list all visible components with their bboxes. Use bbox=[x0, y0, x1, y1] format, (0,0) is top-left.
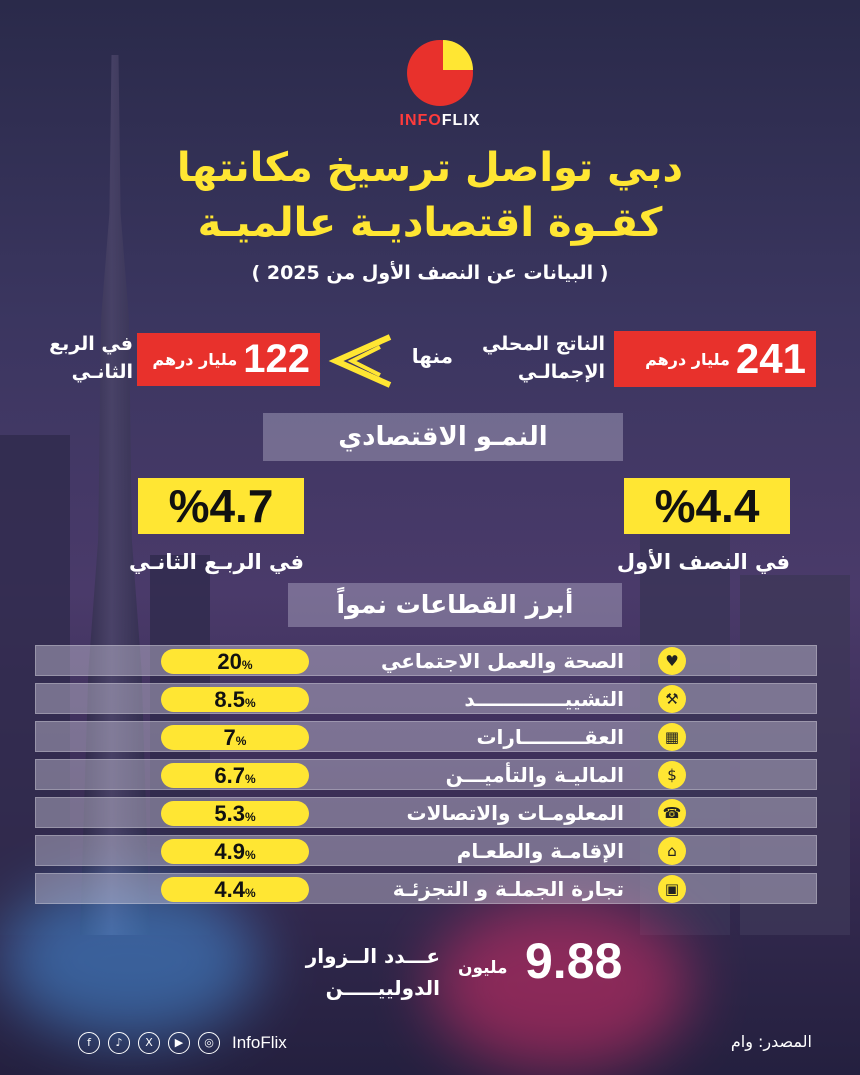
percent-sign: % bbox=[244, 848, 256, 862]
growth-q2-value: %4.7 bbox=[138, 478, 304, 534]
growth-q2-label: في الربـع الثانـي bbox=[128, 550, 304, 574]
sector-value-pill bbox=[161, 801, 309, 826]
sector-value-pill bbox=[161, 687, 309, 712]
sector-row bbox=[35, 645, 817, 676]
visitors-label-line-2: الدولييـــــن bbox=[325, 976, 440, 1000]
social-links bbox=[78, 1032, 287, 1054]
brand-name bbox=[380, 112, 500, 130]
gdp-label-line-1: الناتج المحلي bbox=[481, 333, 605, 355]
light-decoration bbox=[0, 880, 260, 1040]
instagram-icon[interactable]: ◎ bbox=[198, 1032, 220, 1054]
pie-logo-icon bbox=[405, 38, 475, 108]
brand-part-flix: FLIX bbox=[441, 112, 481, 129]
health-icon: ♥ bbox=[658, 647, 686, 675]
sector-value-pill bbox=[161, 725, 309, 750]
visitors-label bbox=[240, 940, 440, 1004]
brand-part-info: INFO bbox=[399, 112, 442, 129]
percent-sign: % bbox=[244, 772, 256, 786]
visitors-unit: مليون bbox=[458, 958, 508, 978]
sector-label: التشييـــــــــــــد bbox=[464, 687, 624, 711]
sector-row bbox=[35, 835, 817, 866]
sector-value: 6.7 bbox=[214, 763, 245, 788]
gdp-q2-box bbox=[137, 333, 320, 386]
chevron-left-icon bbox=[328, 333, 394, 389]
sectors-heading: أبرز القطاعات نمواً bbox=[288, 583, 622, 627]
hospitality-icon: ⌂ bbox=[658, 837, 686, 865]
gdp-q2-unit: مليار درهم bbox=[152, 350, 238, 369]
gdp-total-value: 241 bbox=[735, 335, 806, 382]
growth-h1-label: في النصف الأول bbox=[616, 550, 790, 574]
sector-label: الماليـة والتأميـــن bbox=[445, 763, 624, 787]
growth-heading: النمـو الاقتصادي bbox=[263, 413, 623, 461]
x-icon[interactable]: X bbox=[138, 1032, 160, 1054]
sector-value-pill bbox=[161, 649, 309, 674]
sector-value: 4.9 bbox=[214, 839, 245, 864]
percent-sign: % bbox=[244, 886, 256, 900]
subtitle: ( البيانات عن النصف الأول من 2025 ) bbox=[251, 262, 609, 284]
sector-value-pill bbox=[161, 763, 309, 788]
facebook-icon[interactable]: f bbox=[78, 1032, 100, 1054]
sector-row bbox=[35, 797, 817, 828]
youtube-icon[interactable]: ▶ bbox=[168, 1032, 190, 1054]
sector-value: 4.4 bbox=[214, 877, 245, 902]
sector-value: 7 bbox=[223, 725, 236, 750]
sector-row bbox=[35, 721, 817, 752]
trade-icon: ▣ bbox=[658, 875, 686, 903]
gdp-q2-label-line-1: في الربع bbox=[49, 333, 133, 355]
sector-value-pill bbox=[161, 877, 309, 902]
gdp-q2-label bbox=[30, 330, 133, 386]
title-line-1: دبي تواصل ترسيخ مكانتها bbox=[176, 145, 684, 191]
finance-icon: $ bbox=[658, 761, 686, 789]
visitors-label-line-1: عـــدد الــزوار bbox=[305, 944, 440, 968]
source-credit: المصدر: وام bbox=[730, 1032, 812, 1051]
tiktok-icon[interactable]: ♪ bbox=[108, 1032, 130, 1054]
percent-sign: % bbox=[244, 696, 256, 710]
sector-value: 20 bbox=[217, 649, 242, 674]
sector-label: الصحة والعمل الاجتماعي bbox=[380, 649, 624, 673]
percent-sign: % bbox=[241, 658, 253, 672]
sector-label: المعلومـات والاتصالات bbox=[406, 801, 624, 825]
gdp-total-unit: مليار درهم bbox=[645, 349, 730, 369]
visitors-value: 9.88 bbox=[525, 933, 623, 989]
gdp-label bbox=[455, 330, 605, 386]
percent-sign: % bbox=[235, 734, 247, 748]
sector-row bbox=[35, 759, 817, 790]
growth-h1-value: %4.4 bbox=[624, 478, 790, 534]
sector-row bbox=[35, 873, 817, 904]
sector-value-pill bbox=[161, 839, 309, 864]
gdp-label-line-2: الإجمالـي bbox=[517, 361, 605, 383]
sector-label: العقـــــــــارات bbox=[476, 725, 624, 749]
gdp-total-box bbox=[614, 331, 816, 387]
real-estate-icon: ▦ bbox=[658, 723, 686, 751]
sector-row bbox=[35, 683, 817, 714]
construction-icon: ⚒ bbox=[658, 685, 686, 713]
telecom-icon: ☎ bbox=[658, 799, 686, 827]
title-line-2: كقـوة اقتصاديـة عالميـة bbox=[197, 200, 663, 246]
gdp-q2-label-line-2: الثانـي bbox=[71, 361, 133, 383]
sector-value: 5.3 bbox=[214, 801, 245, 826]
gdp-q2-value: 122 bbox=[243, 337, 310, 381]
sector-label: الإقامـة والطعـام bbox=[456, 839, 624, 863]
sector-label: تجارة الجملـة و التجزئـة bbox=[392, 877, 624, 901]
sector-value: 8.5 bbox=[214, 687, 245, 712]
social-handle[interactable]: InfoFlix bbox=[232, 1033, 287, 1052]
of-which-label: منها bbox=[411, 344, 453, 368]
percent-sign: % bbox=[244, 810, 256, 824]
